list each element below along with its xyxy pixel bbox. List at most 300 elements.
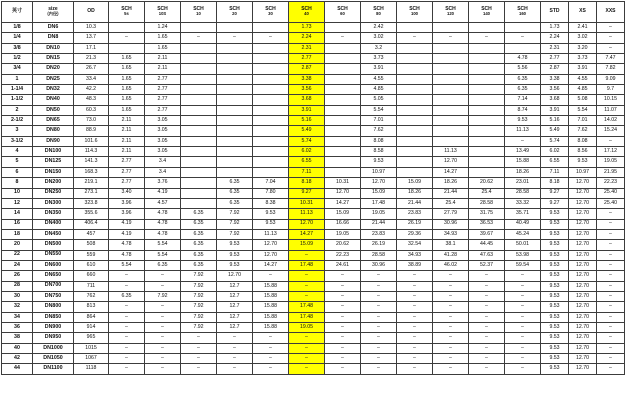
cell-sch160: – <box>505 354 541 364</box>
cell-size: DN1000 <box>33 343 74 353</box>
cell-sch10s: 2.77 <box>145 95 181 105</box>
cell-sch140: 20.62 <box>469 178 505 188</box>
cell-size: DN1050 <box>33 354 74 364</box>
cell-sch5s: – <box>109 33 145 43</box>
cell-sch60: 14.27 <box>325 198 361 208</box>
cell-xs: 10.97 <box>569 167 597 177</box>
cell-size: DN500 <box>33 240 74 250</box>
cell-sch160: – <box>505 136 541 146</box>
cell-od: 965 <box>74 333 109 343</box>
cell-sch120: – <box>433 291 469 301</box>
cell-sch10 <box>181 157 217 167</box>
cell-inch: 32 <box>2 302 33 312</box>
cell-sch120 <box>433 105 469 115</box>
cell-sch80: 21.44 <box>361 219 397 229</box>
cell-std: 9.53 <box>541 354 569 364</box>
cell-sch40: 6.02 <box>289 147 325 157</box>
table-row <box>2 85 625 95</box>
col-header-sch140 <box>469 2 505 23</box>
cell-sch100 <box>397 126 433 136</box>
col-header-sch40 <box>289 2 325 23</box>
cell-sch140: – <box>469 343 505 353</box>
cell-sch60: 15.09 <box>325 209 361 219</box>
cell-sch120 <box>433 126 469 136</box>
cell-size: DN150 <box>33 167 74 177</box>
cell-sch160: – <box>505 271 541 281</box>
cell-sch10s: – <box>145 312 181 322</box>
col-header-sch100 <box>397 2 433 23</box>
cell-sch40: 10.31 <box>289 198 325 208</box>
cell-size: DN350 <box>33 209 74 219</box>
cell-sch40: – <box>289 281 325 291</box>
cell-sch10s: 3.05 <box>145 126 181 136</box>
cell-sch30: 15.88 <box>253 312 289 322</box>
cell-sch10 <box>181 95 217 105</box>
cell-sch120: 11.13 <box>433 147 469 157</box>
cell-sch10: 7.92 <box>181 312 217 322</box>
cell-xs: 12.70 <box>569 354 597 364</box>
cell-sch5s: – <box>109 354 145 364</box>
col-header-sch40-sub: 40 <box>304 11 309 17</box>
cell-size: DN25 <box>33 74 74 84</box>
table-row <box>2 95 625 105</box>
cell-sch10: – <box>181 333 217 343</box>
cell-sch40: – <box>289 333 325 343</box>
cell-sch30: 15.88 <box>253 291 289 301</box>
cell-sch20: 9.53 <box>217 250 253 260</box>
cell-od: 42.2 <box>74 85 109 95</box>
cell-sch20: 12.7 <box>217 322 253 332</box>
cell-od: 1118 <box>74 364 109 374</box>
cell-sch40: – <box>289 343 325 353</box>
cell-sch80: 4.55 <box>361 74 397 84</box>
cell-sch80: 4.85 <box>361 85 397 95</box>
cell-sch160: – <box>505 302 541 312</box>
cell-sch30 <box>253 126 289 136</box>
cell-xs: 12.70 <box>569 291 597 301</box>
cell-od: 273.1 <box>74 188 109 198</box>
cell-xs: 12.70 <box>569 178 597 188</box>
cell-std: 2.24 <box>541 33 569 43</box>
cell-sch100 <box>397 43 433 53</box>
table-row <box>2 157 625 167</box>
cell-od: 48.3 <box>74 95 109 105</box>
cell-sch20: – <box>217 33 253 43</box>
cell-size: DN125 <box>33 157 74 167</box>
cell-sch140: 25.4 <box>469 188 505 198</box>
cell-xs: 12.70 <box>569 260 597 270</box>
cell-sch10: 6.35 <box>181 229 217 239</box>
cell-std: 1.73 <box>541 23 569 33</box>
cell-sch140: – <box>469 33 505 43</box>
cell-sch80: 26.19 <box>361 240 397 250</box>
cell-sch5s <box>109 23 145 33</box>
cell-xxs: 22.23 <box>597 178 625 188</box>
cell-sch160: 35.71 <box>505 209 541 219</box>
col-header-sch30 <box>253 2 289 23</box>
cell-sch100: – <box>397 322 433 332</box>
cell-sch20 <box>217 147 253 157</box>
cell-sch30: 12.70 <box>253 240 289 250</box>
cell-sch160: 9.53 <box>505 116 541 126</box>
cell-sch60: – <box>325 343 361 353</box>
cell-inch: 12 <box>2 198 33 208</box>
cell-sch80: – <box>361 343 397 353</box>
cell-sch20: 7.92 <box>217 209 253 219</box>
cell-sch30: – <box>253 354 289 364</box>
cell-sch120: 27.79 <box>433 209 469 219</box>
cell-sch10s: 3.05 <box>145 147 181 157</box>
col-header-inch <box>2 2 33 23</box>
cell-sch120: 30.96 <box>433 219 469 229</box>
cell-std: 3.91 <box>541 105 569 115</box>
col-header-sch10s-sub: 10S <box>158 11 167 17</box>
cell-size: DN32 <box>33 85 74 95</box>
cell-sch5s: 3.96 <box>109 209 145 219</box>
cell-inch: 42 <box>2 354 33 364</box>
cell-sch100 <box>397 147 433 157</box>
cell-std: 6.55 <box>541 157 569 167</box>
cell-sch10 <box>181 23 217 33</box>
cell-sch160: 40.49 <box>505 219 541 229</box>
cell-xxs: 19.05 <box>597 157 625 167</box>
table-row <box>2 364 625 374</box>
cell-sch80: 19.05 <box>361 209 397 219</box>
cell-sch60: 19.05 <box>325 229 361 239</box>
cell-sch40: 12.70 <box>289 219 325 229</box>
cell-sch80: – <box>361 354 397 364</box>
cell-std: 9.27 <box>541 198 569 208</box>
cell-od: 610 <box>74 260 109 270</box>
cell-sch100: 38.89 <box>397 260 433 270</box>
cell-inch: 4 <box>2 147 33 157</box>
cell-std: 9.53 <box>541 291 569 301</box>
cell-size: DN50 <box>33 105 74 115</box>
cell-inch: 8 <box>2 178 33 188</box>
cell-sch60: 22.23 <box>325 250 361 260</box>
cell-sch10 <box>181 178 217 188</box>
table-body <box>2 23 625 375</box>
col-header-sch20-label: SCH <box>229 5 240 12</box>
cell-sch5s: 4.78 <box>109 250 145 260</box>
cell-sch140 <box>469 126 505 136</box>
cell-sch60 <box>325 23 361 33</box>
cell-sch80: – <box>361 291 397 301</box>
cell-std: 9.53 <box>541 229 569 239</box>
cell-sch5s: – <box>109 281 145 291</box>
cell-sch140: – <box>469 302 505 312</box>
cell-sch120 <box>433 64 469 74</box>
cell-size: DN450 <box>33 229 74 239</box>
cell-sch40: 1.73 <box>289 23 325 33</box>
cell-sch20: 12.7 <box>217 302 253 312</box>
cell-sch100 <box>397 116 433 126</box>
cell-sch20: 6.35 <box>217 198 253 208</box>
cell-std: 9.53 <box>541 343 569 353</box>
cell-sch40: 17.48 <box>289 302 325 312</box>
cell-sch20: 12.7 <box>217 281 253 291</box>
cell-sch20 <box>217 23 253 33</box>
cell-od: 26.7 <box>74 64 109 74</box>
cell-xs: 3.02 <box>569 33 597 43</box>
cell-sch140 <box>469 167 505 177</box>
cell-sch30: – <box>253 271 289 281</box>
cell-sch160: 15.88 <box>505 157 541 167</box>
cell-sch160: 7.14 <box>505 95 541 105</box>
table-row <box>2 281 625 291</box>
cell-sch80: – <box>361 302 397 312</box>
cell-sch80: 10.97 <box>361 167 397 177</box>
cell-sch5s: 1.65 <box>109 105 145 115</box>
cell-sch80: 8.58 <box>361 147 397 157</box>
col-header-sch30-sub: 30 <box>268 11 273 17</box>
cell-sch10s: 2.11 <box>145 64 181 74</box>
cell-sch5s: 1.65 <box>109 54 145 64</box>
table-row <box>2 54 625 64</box>
cell-std: 9.53 <box>541 250 569 260</box>
cell-xxs: 25.40 <box>597 188 625 198</box>
cell-sch60 <box>325 85 361 95</box>
cell-std: 6.02 <box>541 147 569 157</box>
cell-sch20: 7.92 <box>217 229 253 239</box>
table-row <box>2 250 625 260</box>
cell-std: 5.16 <box>541 116 569 126</box>
table-row <box>2 322 625 332</box>
cell-sch140 <box>469 147 505 157</box>
cell-sch5s: – <box>109 322 145 332</box>
cell-sch10s: 5.54 <box>145 250 181 260</box>
cell-inch: 30 <box>2 291 33 301</box>
cell-sch140: – <box>469 312 505 322</box>
col-header-sch140-label: SCH <box>481 5 492 12</box>
cell-xxs: 10.15 <box>597 95 625 105</box>
cell-sch120: – <box>433 271 469 281</box>
cell-sch100: 15.09 <box>397 178 433 188</box>
cell-sch5s: 1.65 <box>109 74 145 84</box>
cell-xs: 7.62 <box>569 126 597 136</box>
cell-std: 2.87 <box>541 64 569 74</box>
cell-std: 3.56 <box>541 85 569 95</box>
cell-sch10: 7.92 <box>181 322 217 332</box>
table-row <box>2 136 625 146</box>
cell-sch5s: 2.77 <box>109 167 145 177</box>
cell-sch40: 6.55 <box>289 157 325 167</box>
cell-sch5s <box>109 43 145 53</box>
cell-sch10s: 6.35 <box>145 260 181 270</box>
cell-sch20: 7.92 <box>217 219 253 229</box>
cell-xxs: – <box>597 312 625 322</box>
cell-xs: 4.55 <box>569 74 597 84</box>
cell-sch100: 18.26 <box>397 188 433 198</box>
cell-sch40: – <box>289 250 325 260</box>
cell-size: DN20 <box>33 64 74 74</box>
cell-sch120: – <box>433 343 469 353</box>
cell-xxs: 7.47 <box>597 54 625 64</box>
col-header-sch20-sub: 20 <box>232 11 237 17</box>
cell-sch60 <box>325 167 361 177</box>
cell-sch5s: 1.65 <box>109 85 145 95</box>
cell-sch10 <box>181 147 217 157</box>
cell-sch40: 2.24 <box>289 33 325 43</box>
cell-sch10s: 1.65 <box>145 33 181 43</box>
cell-sch10: 6.35 <box>181 260 217 270</box>
cell-sch10: 7.92 <box>181 281 217 291</box>
cell-sch60: 20.62 <box>325 240 361 250</box>
cell-sch160: – <box>505 33 541 43</box>
cell-sch60 <box>325 116 361 126</box>
cell-sch10s: 1.24 <box>145 23 181 33</box>
cell-sch160 <box>505 23 541 33</box>
cell-sch40: 9.27 <box>289 188 325 198</box>
table-row <box>2 209 625 219</box>
cell-sch10: – <box>181 364 217 374</box>
cell-sch30 <box>253 54 289 64</box>
cell-sch120: – <box>433 312 469 322</box>
cell-xs: 5.08 <box>569 95 597 105</box>
cell-xs: 12.70 <box>569 240 597 250</box>
cell-sch5s: – <box>109 271 145 281</box>
table-row <box>2 23 625 33</box>
cell-sch30: – <box>253 364 289 374</box>
cell-sch100: 29.36 <box>397 229 433 239</box>
cell-sch100: 23.83 <box>397 209 433 219</box>
cell-sch100: – <box>397 343 433 353</box>
cell-std: 9.27 <box>541 188 569 198</box>
cell-xxs: – <box>597 250 625 260</box>
cell-inch: 3-1/2 <box>2 136 33 146</box>
cell-sch5s: 2.77 <box>109 178 145 188</box>
col-header-sch10 <box>181 2 217 23</box>
cell-sch10 <box>181 167 217 177</box>
cell-inch: 26 <box>2 271 33 281</box>
cell-inch: 3/4 <box>2 64 33 74</box>
cell-sch160: 59.54 <box>505 260 541 270</box>
cell-sch30: 15.88 <box>253 281 289 291</box>
cell-sch10: 6.35 <box>181 250 217 260</box>
col-header-sch40-label: SCH <box>301 5 312 12</box>
cell-size: DN800 <box>33 302 74 312</box>
cell-inch: 14 <box>2 209 33 219</box>
cell-sch10s: – <box>145 302 181 312</box>
col-header-sch100-sub: 100 <box>411 11 418 17</box>
cell-sch60: – <box>325 302 361 312</box>
cell-sch40: 3.91 <box>289 105 325 115</box>
table-row <box>2 229 625 239</box>
cell-sch10s: 3.4 <box>145 157 181 167</box>
cell-sch30: 7.04 <box>253 178 289 188</box>
cell-xs: 12.70 <box>569 219 597 229</box>
cell-sch20: 12.70 <box>217 271 253 281</box>
cell-sch140: 47.63 <box>469 250 505 260</box>
cell-sch120 <box>433 74 469 84</box>
cell-size: DN550 <box>33 250 74 260</box>
cell-sch10 <box>181 188 217 198</box>
cell-size: DN300 <box>33 198 74 208</box>
cell-sch100: – <box>397 281 433 291</box>
cell-sch10s: 3.76 <box>145 178 181 188</box>
col-header-sch60-sub: 60 <box>340 11 345 17</box>
cell-sch10: 6.35 <box>181 209 217 219</box>
cell-sch80: 3.02 <box>361 33 397 43</box>
cell-sch10s: 1.65 <box>145 43 181 53</box>
cell-sch140: 36.53 <box>469 219 505 229</box>
cell-inch: 34 <box>2 312 33 322</box>
cell-sch30 <box>253 64 289 74</box>
cell-sch40: 17.48 <box>289 260 325 270</box>
cell-sch40: 2.31 <box>289 43 325 53</box>
cell-sch160: 23.01 <box>505 178 541 188</box>
cell-sch60: – <box>325 322 361 332</box>
col-header-inch-label: 英寸 <box>11 8 22 15</box>
cell-sch10s: 4.78 <box>145 229 181 239</box>
cell-od: 88.9 <box>74 126 109 136</box>
cell-sch5s: 6.35 <box>109 291 145 301</box>
cell-sch5s: 4.19 <box>109 229 145 239</box>
cell-od: 914 <box>74 322 109 332</box>
cell-sch60 <box>325 54 361 64</box>
cell-sch160: – <box>505 333 541 343</box>
cell-sch20: – <box>217 364 253 374</box>
table-row <box>2 198 625 208</box>
cell-sch40: – <box>289 271 325 281</box>
cell-sch160: 6.35 <box>505 85 541 95</box>
cell-xs: 12.70 <box>569 250 597 260</box>
col-header-od-label: OD <box>87 8 95 15</box>
cell-sch120: 14.27 <box>433 167 469 177</box>
cell-sch10: 6.35 <box>181 219 217 229</box>
cell-std: 7.11 <box>541 167 569 177</box>
cell-inch: 6 <box>2 167 33 177</box>
cell-sch80: – <box>361 364 397 374</box>
cell-xs: 4.85 <box>569 85 597 95</box>
cell-sch40: 5.49 <box>289 126 325 136</box>
cell-sch140 <box>469 105 505 115</box>
cell-sch30: 14.27 <box>253 260 289 270</box>
cell-sch10 <box>181 116 217 126</box>
cell-xxs: 25.40 <box>597 198 625 208</box>
table-row <box>2 343 625 353</box>
cell-od: 457 <box>74 229 109 239</box>
cell-size: DN400 <box>33 219 74 229</box>
cell-sch60: – <box>325 281 361 291</box>
cell-size: DN15 <box>33 54 74 64</box>
header-row <box>2 2 625 23</box>
cell-sch10 <box>181 105 217 115</box>
cell-sch5s: – <box>109 343 145 353</box>
cell-sch30: 7.80 <box>253 188 289 198</box>
cell-sch10 <box>181 126 217 136</box>
cell-sch10 <box>181 74 217 84</box>
cell-sch10s: 4.78 <box>145 219 181 229</box>
cell-od: 73.0 <box>74 116 109 126</box>
cell-size: DN250 <box>33 188 74 198</box>
cell-sch30: 12.70 <box>253 250 289 260</box>
cell-sch20 <box>217 157 253 167</box>
cell-sch160: – <box>505 291 541 301</box>
cell-sch5s: – <box>109 333 145 343</box>
cell-inch: 44 <box>2 364 33 374</box>
cell-sch20 <box>217 74 253 84</box>
cell-sch10s: 2.77 <box>145 85 181 95</box>
cell-sch80: – <box>361 312 397 322</box>
cell-sch60: – <box>325 291 361 301</box>
cell-sch10s: – <box>145 354 181 364</box>
cell-inch: 1 <box>2 74 33 84</box>
cell-sch40: 3.56 <box>289 85 325 95</box>
cell-sch120 <box>433 136 469 146</box>
cell-sch120: – <box>433 33 469 43</box>
cell-sch160: 5.56 <box>505 64 541 74</box>
